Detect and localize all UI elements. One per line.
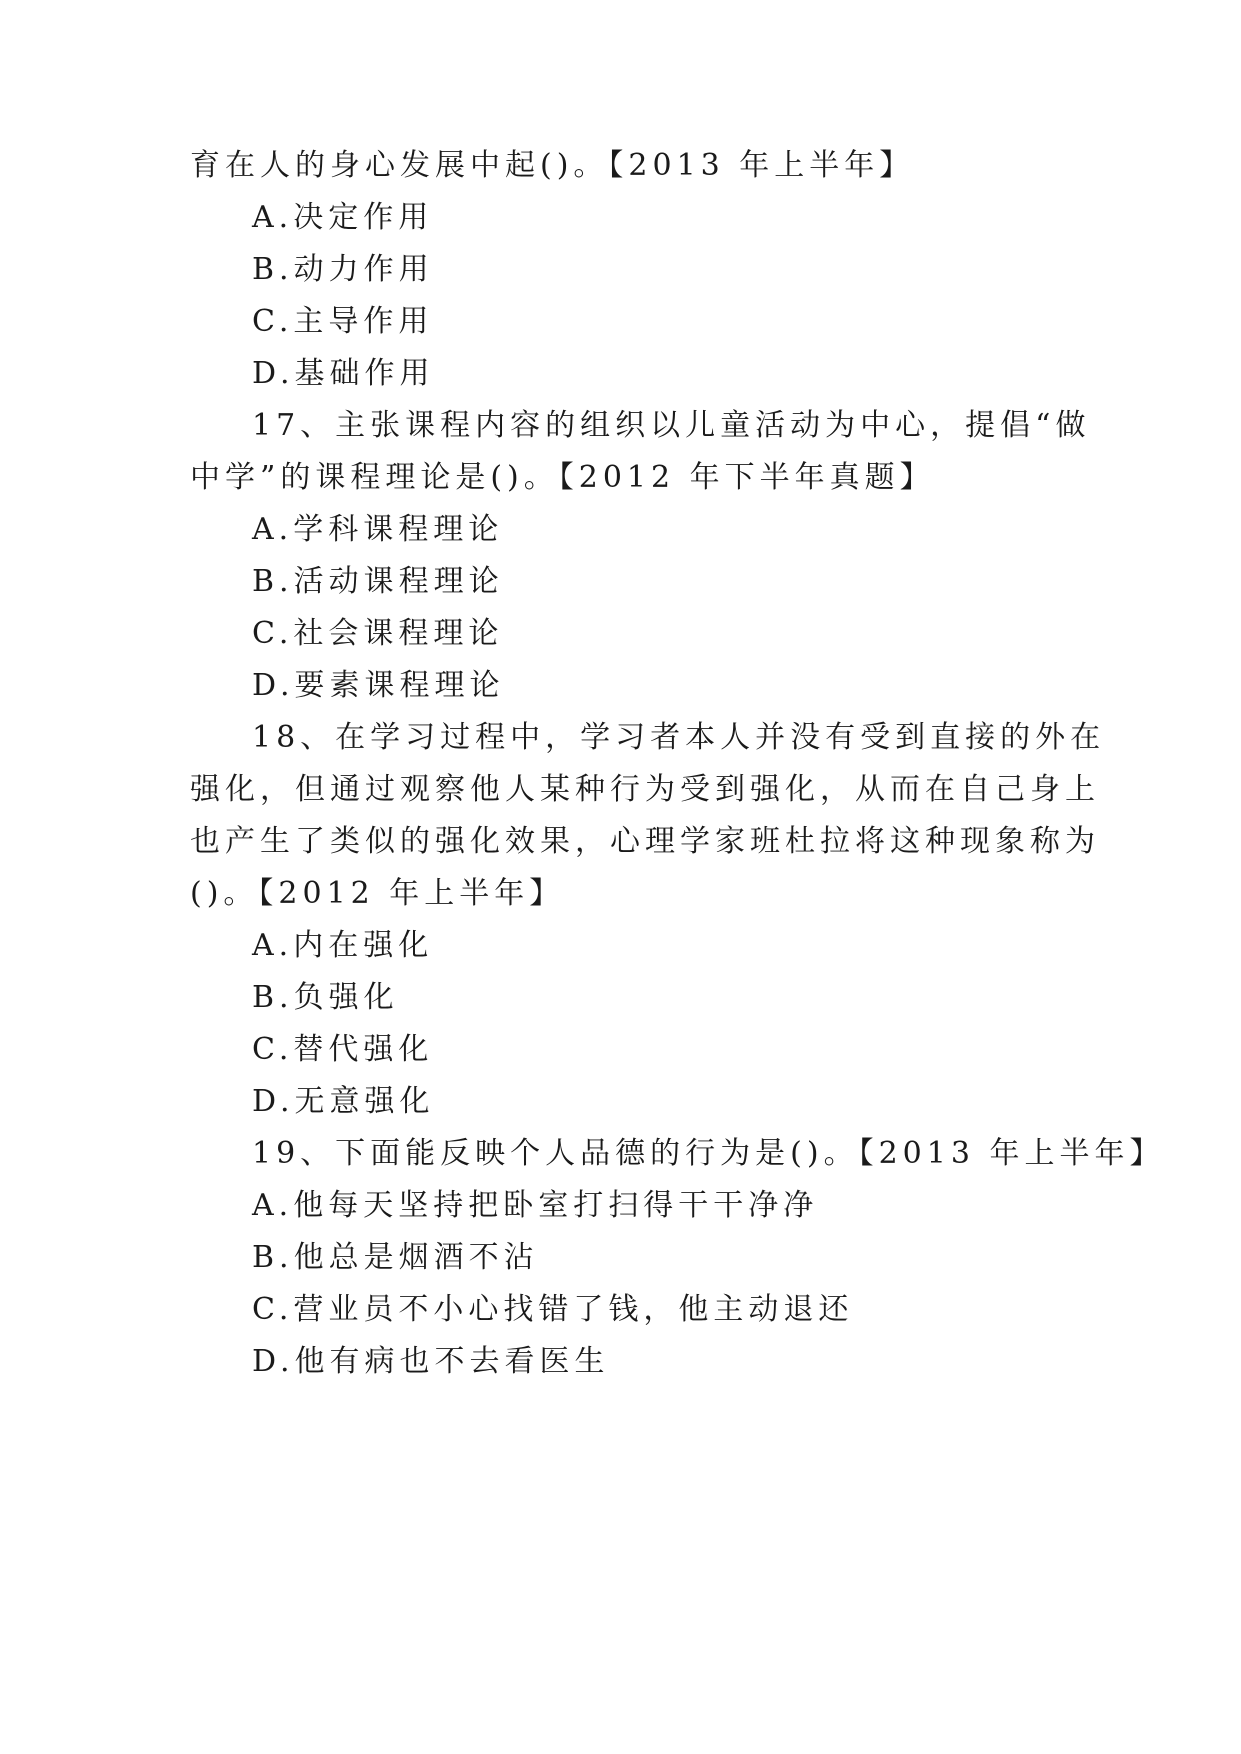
q17-option-d: D.要素课程理论 <box>252 668 505 703</box>
q19-stem: 19、下面能反映个人品德的行为是()。【2013 年上半年】 <box>252 1136 1165 1171</box>
q18-option-b: B.负强化 <box>252 980 399 1015</box>
q19-option-c: C.营业员不小心找错了钱，他主动退还 <box>252 1292 854 1327</box>
q18-option-a: A.内在强化 <box>252 928 434 963</box>
q18-option-d: D.无意强化 <box>252 1084 435 1119</box>
q17-option-a: A.学科课程理论 <box>252 512 504 547</box>
q19-option-d: D.他有病也不去看医生 <box>252 1344 610 1379</box>
q16-option-a: A.决定作用 <box>252 200 434 235</box>
q18-stem-line-3: 也产生了类似的强化效果，心理学家班杜拉将这种现象称为 <box>190 824 1100 859</box>
q18-option-c: C.替代强化 <box>252 1032 434 1067</box>
q18-stem-line-4: ()。【2012 年上半年】 <box>190 876 565 911</box>
q18-stem-line-2: 强化，但通过观察他人某种行为受到强化，从而在自己身上 <box>190 772 1100 807</box>
q16-option-c: C.主导作用 <box>252 304 434 339</box>
q16-option-d: D.基础作用 <box>252 356 435 391</box>
q17-option-b: B.活动课程理论 <box>252 564 504 599</box>
q16-option-b: B.动力作用 <box>252 252 434 287</box>
q16-stem-continuation: 育在人的身心发展中起()。【2013 年上半年】 <box>190 148 915 183</box>
q17-stem-line-2: 中学”的课程理论是()。【2012 年下半年真题】 <box>190 460 935 495</box>
q17-stem-line-1: 17、主张课程内容的组织以儿童活动为中心，提倡“做 <box>252 408 1091 443</box>
q19-option-b: B.他总是烟酒不沾 <box>252 1240 539 1275</box>
q19-option-a: A.他每天坚持把卧室打扫得干干净净 <box>252 1188 819 1223</box>
q17-option-c: C.社会课程理论 <box>252 616 504 651</box>
q18-stem-line-1: 18、在学习过程中，学习者本人并没有受到直接的外在 <box>252 720 1106 755</box>
